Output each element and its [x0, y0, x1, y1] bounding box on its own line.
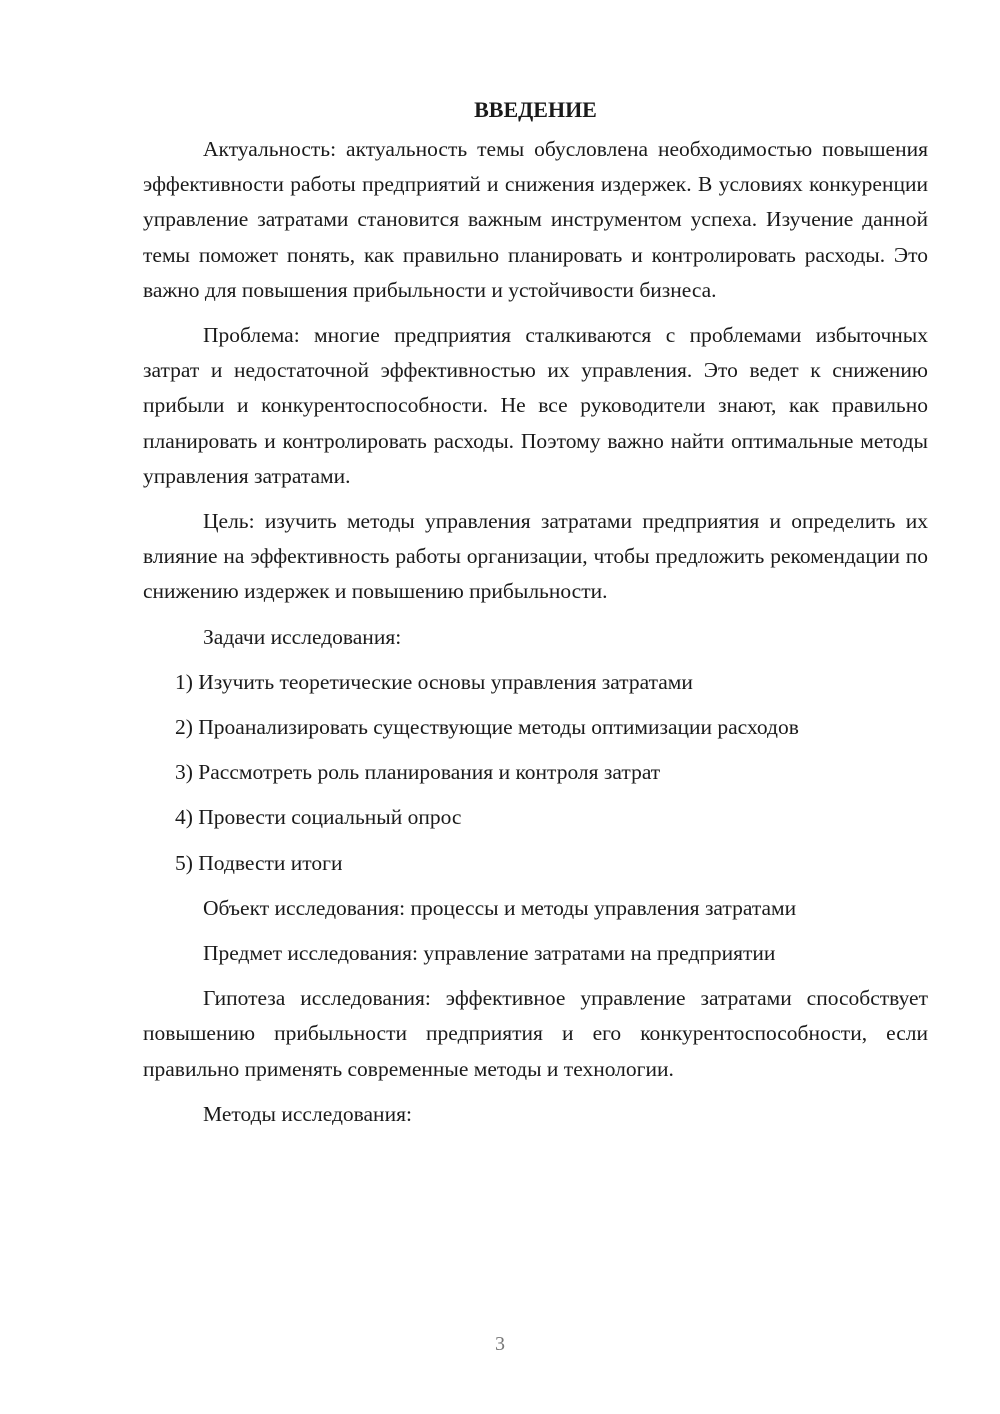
task-item: 4) Провести социальный опрос [175, 805, 462, 830]
research-subject: Предмет исследования: управление затратами на предприятии [203, 941, 776, 966]
page-number: 3 [495, 1333, 505, 1355]
task-item: 3) Рассмотреть роль планирования и контроля затрат [175, 760, 661, 785]
problem-paragraph: Проблема: многие предприятия сталкиваются с проблемами избыточных затрат и недостаточной эффективностью их управления. Это ведет к снижению прибыли и конкурентоспособности. Не все руководители знают, как правильно планировать и контролировать расходы. Поэтому важно найти оптимальные методы управления затратами. [143, 323, 928, 488]
task-item: 5) Подвести итоги [175, 850, 343, 875]
relevance-paragraph: Актуальность: актуальность темы обусловлена необходимостью повышения эффективности работы предприятий и снижения издержек. В условиях конкуренции управление затратами становится важным инструментом успеха. Изучение данной темы поможет понять, как правильно планировать и контролировать расходы. Это важно для повышения прибыльности и устойчивости бизнеса. [143, 137, 928, 302]
document-page [143, 92, 928, 1142]
research-object: Объект исследования: процессы и методы управления затратами [203, 895, 797, 920]
goal-paragraph: Цель: изучить методы управления затратами предприятия и определить их влияние на эффективность работы организации, чтобы предложить рекомендации по снижению издержек и повышению прибыльности. [143, 509, 928, 604]
tasks-heading: Задачи исследования: [203, 624, 402, 649]
methods-heading: Методы исследования: [203, 1101, 412, 1126]
task-item: 1) Изучить теоретические основы управления затратами [175, 669, 693, 694]
page-title: ВВЕДЕНИЕ [474, 97, 597, 122]
hypothesis-paragraph: Гипотеза исследования: эффективное управление затратами способствует повышению прибыльности предприятия и его конкурентоспособности, если правильно применять современные методы и технологии. [143, 986, 928, 1081]
task-item: 2) Проанализировать существующие методы оптимизации расходов [175, 715, 799, 740]
